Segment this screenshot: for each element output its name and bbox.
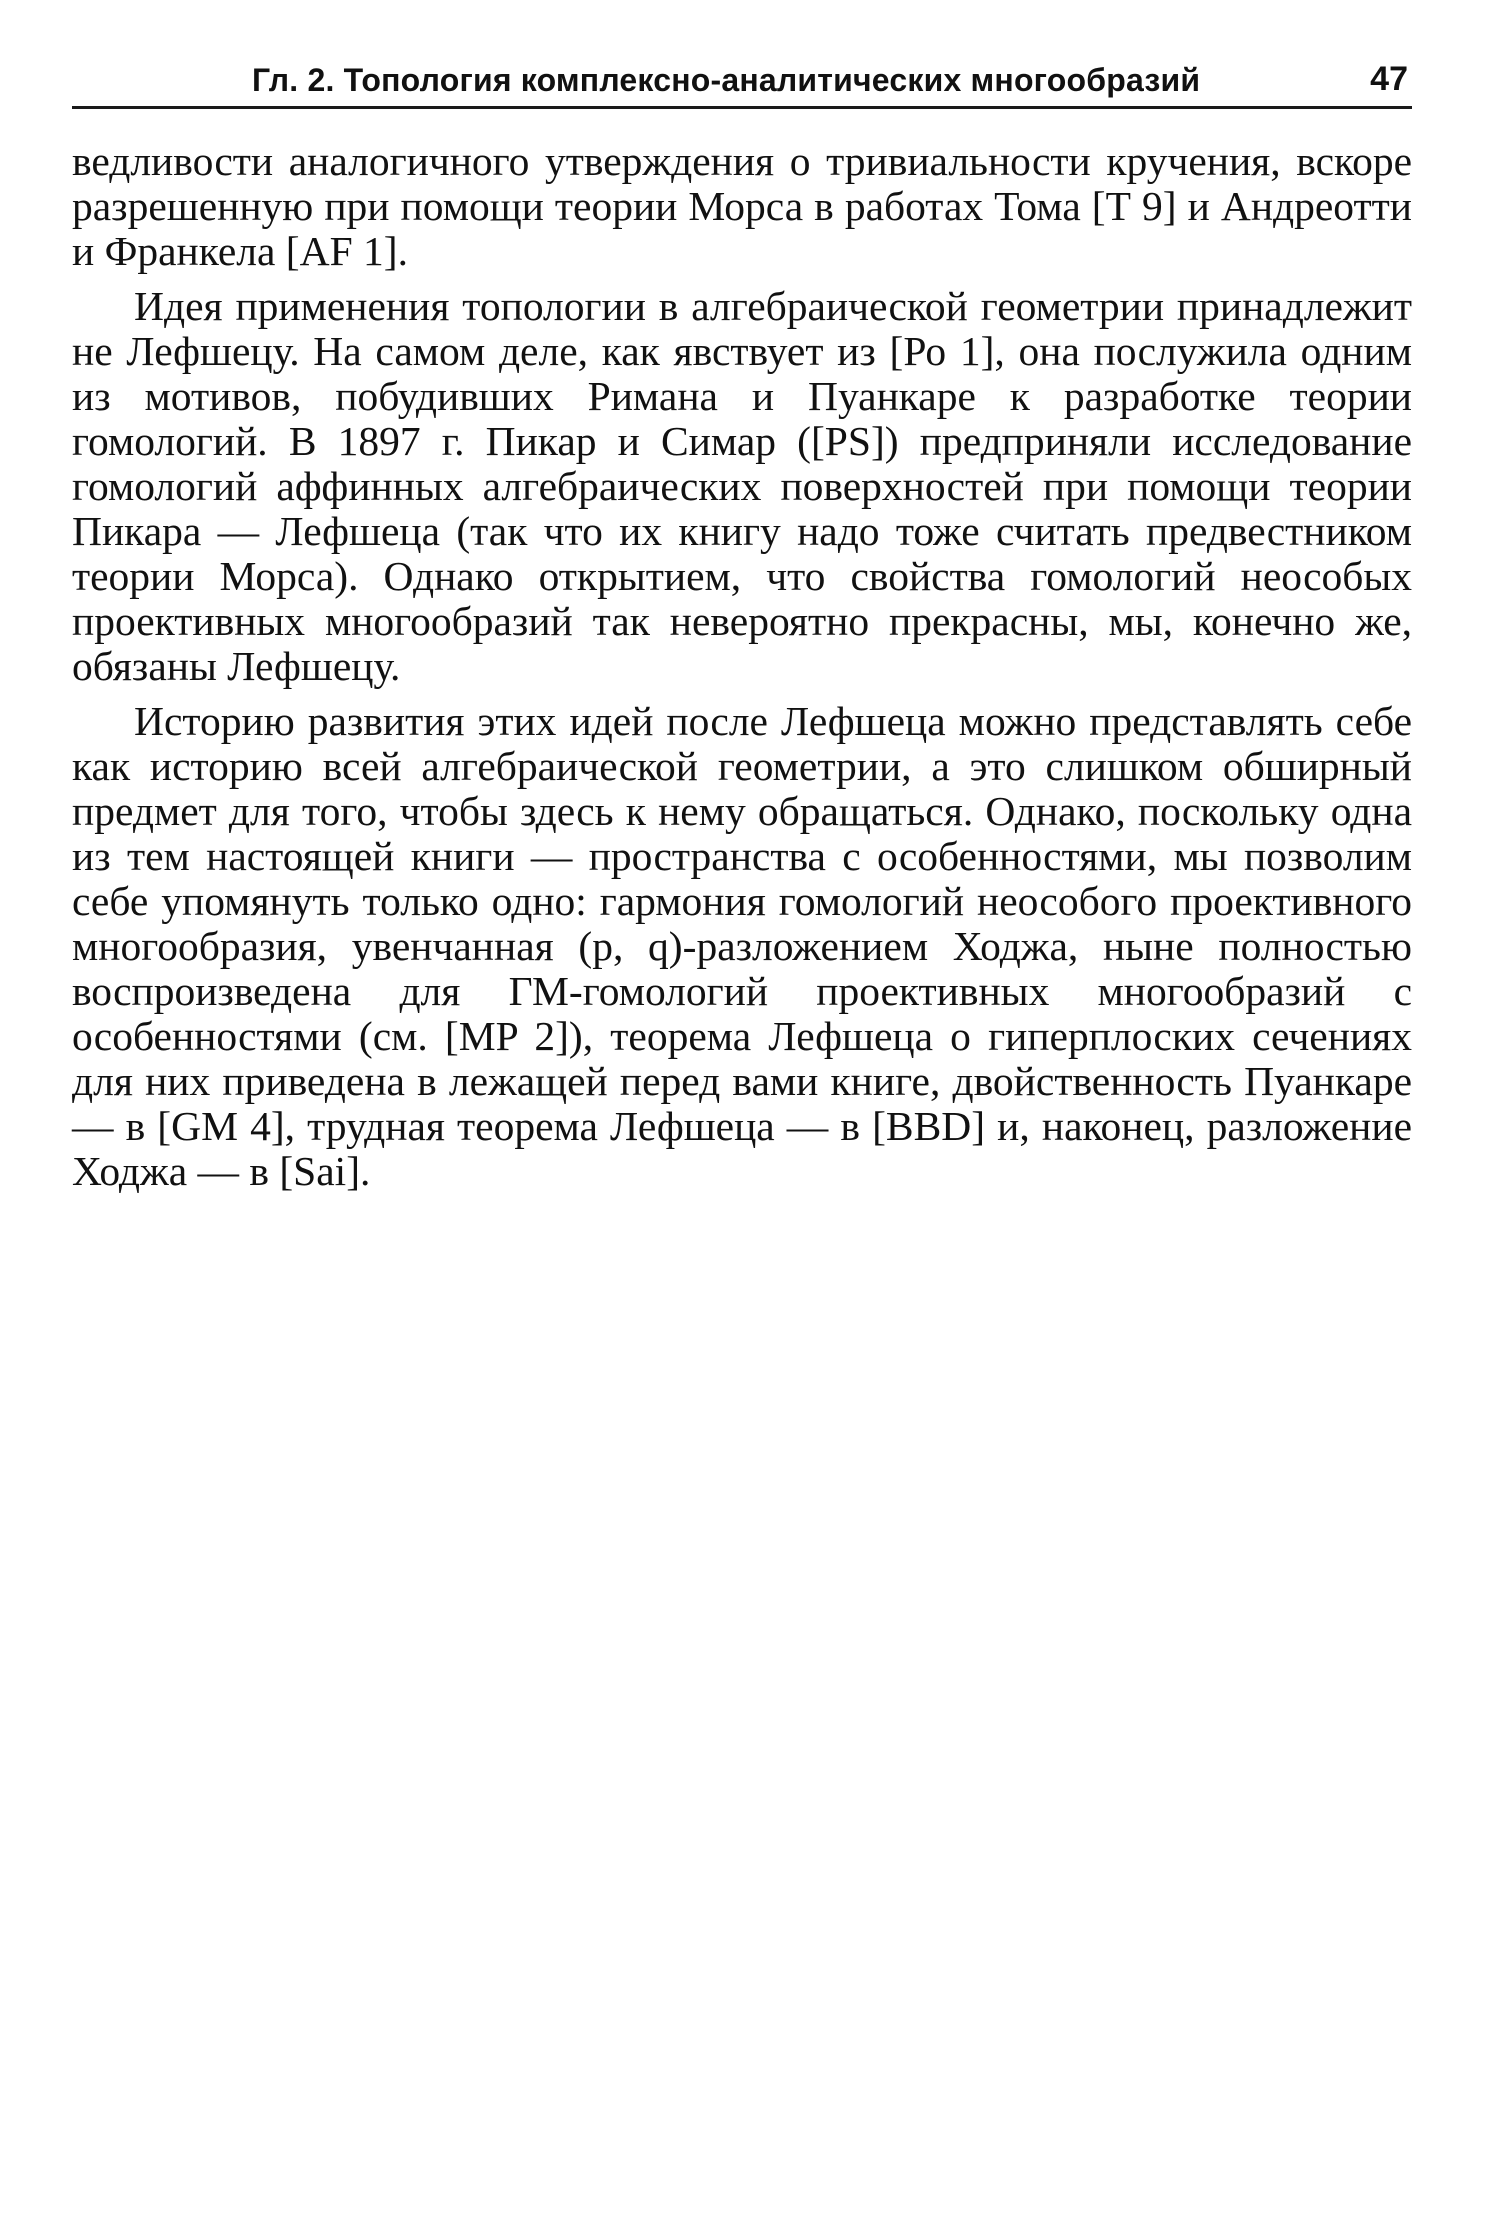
paragraph-3: Историю развития этих идей после Лефшеца можно представлять себе как историю всей алгебраической геометрии, а это слишком обширный предмет для того, чтобы здесь к нему обращаться. Однако, поскольку одна из тем настоящей книги — пространства с особенностями, мы позволим себе упомянуть только одно: гармония гомологий неособого проективного многообразия, увенчанная (p, q)-разложением Ходжа, ныне полностью воспроизведена для ГМ-гомологий проективных многообразий с особенностями (см. [MP 2]), теорема Лефшеца о гиперплоских сечениях для них приведена в лежащей перед вами книге, двойственность Пуанкаре — в [GM 4], трудная теорема Лефшеца — в [BBD] и, наконец, разложение Ходжа — в [Sai].: [72, 698, 1412, 1194]
book-page: [72, 50, 1412, 1204]
body-text: [72, 139, 1412, 1194]
paragraph-2: Идея применения топологии в алгебраической геометрии принадлежит не Лефшецу. На самом деле, как явствует из [Ро 1], она послужила одним из мотивов, побудивших Римана и Пуанкаре к разработке теории гомологий. В 1897 г. Пикар и Симар ([PS]) предприняли исследование гомологий аффинных алгебраических поверхностей при помощи теории Пикара — Лефшеца (так что их книгу надо тоже считать предвестником теории Морса). Однако открытием, что свойства гомологий неособых проективных многообразий так невероятно прекрасны, мы, конечно же, обязаны Лефшецу.: [72, 283, 1412, 689]
paragraph-1: ведливости аналогичного утверждения о тривиальности кручения, вскоре разрешенную при помощи теории Морса в работах Тома [Т 9] и Андреотти и Франкела [AF 1].: [72, 138, 1412, 274]
running-head: [72, 50, 1412, 109]
page-number: 47: [1370, 60, 1408, 98]
running-title: Гл. 2. Топология комплексно-аналитических многообразий: [252, 62, 1201, 98]
